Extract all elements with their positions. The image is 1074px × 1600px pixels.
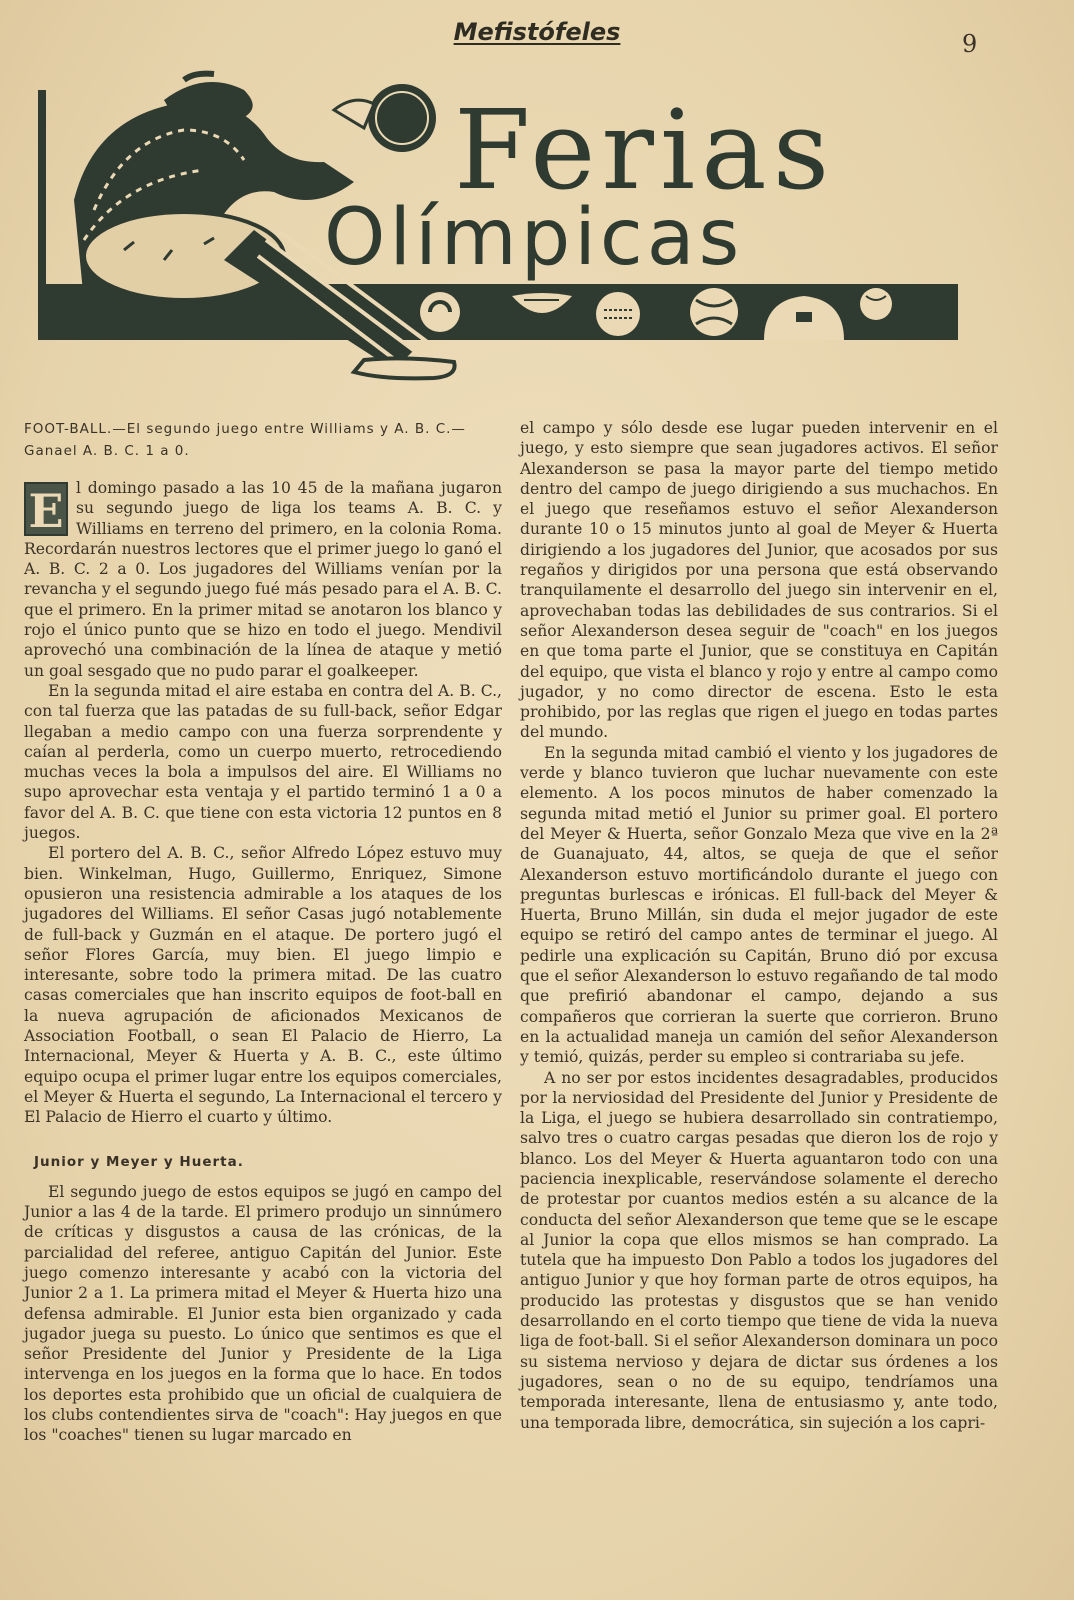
paragraph-6: En la segunda mitad cambió el viento y los jugadores de verde y blanco tuvieron que luchar nuevamente con este elemento. A los pocos minutos de haber comenzado la segunda mitad metió el Junior su primer goal. El portero del Meyer & Huerta, señor Gonzalo Meza que vive en la 2ª de Guanajuato, 44, altos, se queja de que el señor Alexanderson estuvo mortificándolo durante el juego con preguntas burlescas e irónicas. El full-back del Meyer & Huerta, Bruno Millán, sin duda el mejor jugador de este equipo se retiró del campo antes de terminar el juego. Al pedirle una explicación su Capitán, Bruno dió por excusa que el señor Alexanderson lo estuvo regañando de tal modo que prefirió abandonar el campo, dejando a sus compañeros que corrieran la suerte que corrieron. Bruno en la actualidad maneja un camión del señor Alexanderson y temió, quizás, perder su empleo si contrariaba su jefe. [520,743,998,1067]
paragraph-7: A no ser por estos incidentes desagradables, producidos por la nerviosidad del Presidente del Junior y Presidente de la Liga, el juego se hubiera desarrollado sin contratiempo, salvo tres o cuatro cargas pesadas que dieron los de rojo y blanco. Los del Meyer & Huerta aguantaron todo con una paciencia inexplicable, reservándose solamente el derecho de protestar por cuantos medios estén a su alcance de la conducta del señor Alexanderson que teme que se le escape al Junior la copa que ellos mismos se han comprado. La tutela que ha impuesto Don Pablo a todos los jugadores del antiguo Junior y que hoy forman parte de otros equipos, ha producido las protestas y disgustos que se han venido desarrollando en el corto tiempo que tiene de vida la nueva liga de foot-ball. Si el señor Alexanderson dominara un poco su sistema nervioso y dejara de dictar sus órdenes a los jugadores, sean o no de su equipo, tendríamos una temporada interesante, llena de entusiasmo y, ante todo, una temporada libre, democrática, sin sujeción a los capri- [520,1068,998,1432]
column-right [520,418,998,1433]
article-subhead: Junior y Meyer y Huerta. [34,1153,244,1170]
paragraph-5: el campo y sólo desde ese lugar pueden intervenir en el juego, y esto siempre que sean jugadores activos. El señor Alexanderson se pasa la mayor parte del tiempo metido dentro del campo de juego dirigiendo a sus muchachos. En el juego que reseñamos estuvo el señor Alexanderson durante 10 o 15 minutos junto al goal de Meyer & Huerta dirigiendo a los jugadores del Junior, que acosados por sus regaños y dirigidos por una persona que está observando tranquilamente el desarrollo del juego sin intervenir en el, aprovechaban todas las debilidades de sus contrarios. Si el señor Alexanderson desea seguir de "coach" en los juegos en que toma parte el Junior, que se constituya en Capitán del equipo, que vista el blanco y rojo y entre al campo como jugador, y no como director de escena. Esto le esta prohibido, por las reglas que rigen el juego en todas partes del mundo. [520,419,998,742]
article-headline: FOOT-BALL.—El segundo juego entre Williams y A. B. C.—Ganael A. B. C. 1 a 0. [24,421,466,459]
paragraph-2: En la segunda mitad el aire estaba en contra del A. B. C., con tal fuerza que las patadas de su full-back, señor Edgar llegaban a medio campo con una fuerza sorprendente y caían al perderla, como un cuerpo muerto, retrocediendo muchas veces la bola a impulsos del aire. El Williams no supo aprovechar esta ventaja y el partido terminó 1 a 0 a favor del A. B. C. que tiene con esta victoria 12 puntos en 8 juegos. [24,681,502,843]
paragraph-4: El segundo juego de estos equipos se jugó en campo del Junior a las 4 de la tarde. El primero produjo un sinnúmero de críticas y disgustos a causa de las crónicas, de la parcialidad del referee, antiguo Capitán del Junior. Este juego comenzo interesante y acabó con la victoria del Junior 2 a 1. La primera mitad el Meyer & Huerta hizo una defensa admirable. El Junior esta bien organizado y cada jugador juega su puesto. Lo único que sentimos es que el señor Presidente del Junior y Presidente de la Liga intervenga en los juegos en la forma que lo hace. En todos los deportes esta prohibido que un oficial de cualquiera de los clubs contendientes sirva de "coach": Hay juegos en que los "coaches" tienen su lugar marcado en [24,1182,502,1445]
page-number: 9 [962,30,978,58]
paragraph-1-text: l domingo pasado a las 10 45 de la mañana jugaron su segundo juego de liga los teams A. B. C. y Williams en terreno del primero, en la colonia Roma. Recordarán nuestros lectores que el primer juego lo ganó el A. B. C. 2 a 0. Los jugadores del Williams venían por la revancha y el segundo juego fué más pesado para el A. B. C. que el primero. En la primer mitad se anotaron los blanco y rojo el único punto que se hizo en todo el juego. Mendivil aprovechó una combinación de la línea de ataque y metió un goal sesgado que no pudo parar el goalkeeper. [24,479,502,680]
banner-title-line1: Ferias [454,86,836,214]
drop-cap: E [24,482,68,536]
banner-illustration [34,60,974,390]
paragraph-3: El portero del A. B. C., señor Alfredo López estuvo muy bien. Winkelman, Hugo, Guillermo, Enriquez, Simone opusieron una resistencia admirable a los ataques de los jugadores del Williams. El señor Casas jugó notablemente de full-back y Guzmán en el ataque. De portero jugó el señor Flores García, muy bien. El juego limpio e interesante, sobre todo la primera mitad. De las cuatro casas comerciales que han inscrito equipos de foot-ball en la nueva agrupación de aficionados Mexicanos de Association Football, o sean El Palacio de Hierro, La Internacional, Meyer & Huerta y A. B. C., este último equipo ocupa el primer lugar entre los equipos comerciales, el Meyer & Huerta el segundo, La Internacional el tercero y El Palacio de Hierro el cuarto y último. [24,844,502,1127]
paragraph-1 [24,478,502,681]
column-left [24,418,502,1446]
banner-title-line2: Olímpicas [324,193,744,283]
magazine-title: Mefistófeles [453,18,621,46]
title-banner [34,60,974,390]
